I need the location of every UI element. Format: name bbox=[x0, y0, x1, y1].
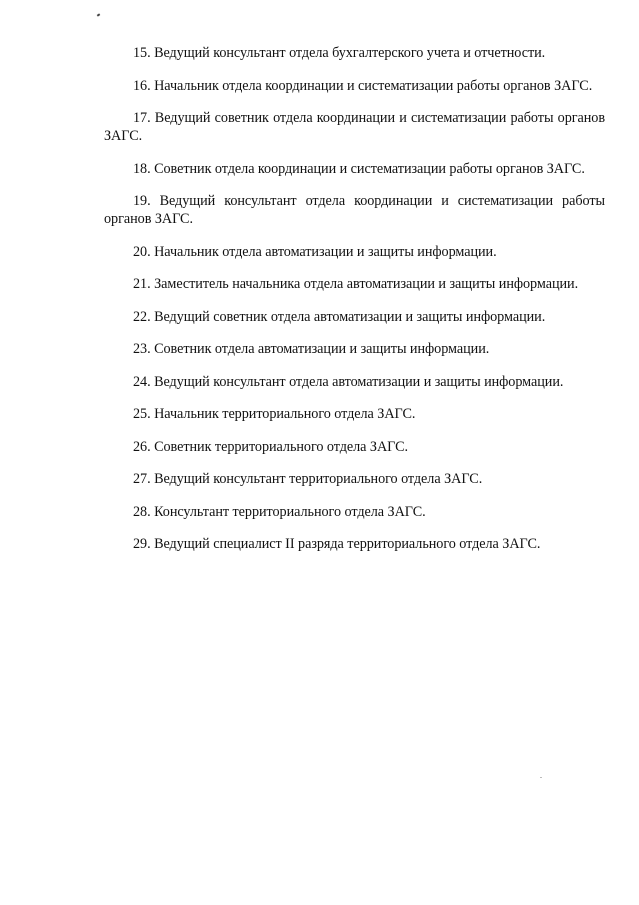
list-item-18: 18. Советник отдела координации и систематизации работы органов ЗАГС. bbox=[133, 160, 585, 177]
list-item-27: 27. Ведущий консультант территориального отдела ЗАГС. bbox=[133, 471, 483, 487]
list-item-23: 23. Советник отдела автоматизации и защиты информации. bbox=[133, 341, 490, 357]
list-item-26: 26. Советник территориального отдела ЗАГС. bbox=[133, 438, 409, 455]
list-item-17: 17. Ведущий советник отдела координации и систематизации работы органов ЗАГС. bbox=[104, 110, 605, 144]
list-item-15: 15. Ведущий консультант отдела бухгалтерского учета и отчетности. bbox=[133, 45, 546, 61]
list-item-21: 21. Заместитель начальника отдела автоматизации и защиты информации. bbox=[133, 276, 579, 292]
list-item-29: 29. Ведущий специалист II разряда территориального отдела ЗАГС. bbox=[133, 536, 541, 552]
list-item-16: 16. Начальник отдела координации и систематизации работы органов ЗАГС. bbox=[133, 77, 593, 94]
list-item-28: 28. Консультант территориального отдела ЗАГС. bbox=[133, 503, 426, 520]
scan-speck bbox=[540, 777, 542, 778]
scan-speck bbox=[97, 13, 101, 16]
position-list bbox=[104, 44, 605, 568]
list-item-25: 25. Начальник территориального отдела ЗАГС. bbox=[133, 406, 416, 422]
list-item-24: 24. Ведущий консультант отдела автоматизации и защиты информации. bbox=[133, 373, 564, 390]
list-item-19: 19. Ведущий консультант отдела координации и систематизации работы органов ЗАГС. bbox=[104, 193, 605, 227]
list-item-20: 20. Начальник отдела автоматизации и защиты информации. bbox=[133, 243, 497, 260]
list-item-22: 22. Ведущий советник отдела автоматизации и защиты информации. bbox=[133, 308, 546, 325]
